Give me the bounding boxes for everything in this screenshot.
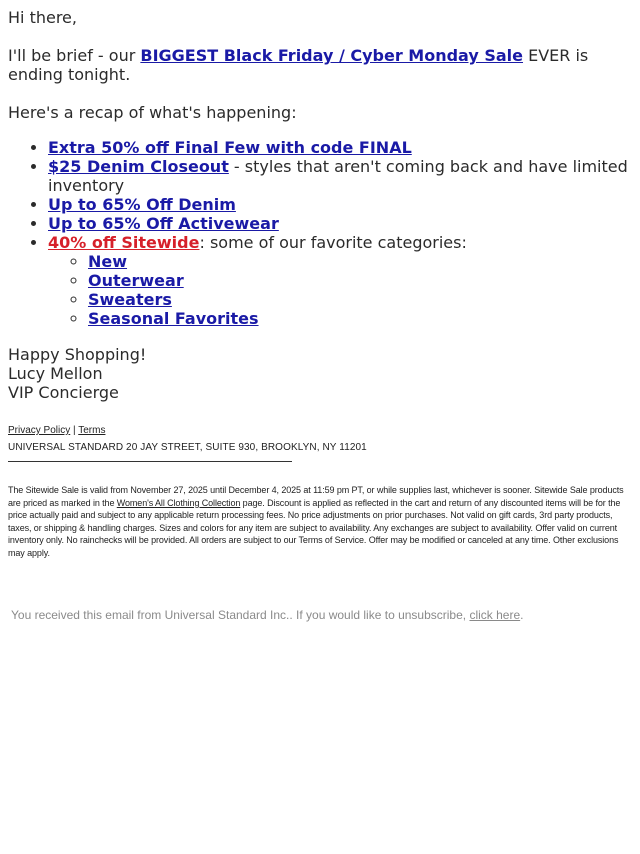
list-item	[48, 233, 632, 328]
privacy-policy-link[interactable]: Privacy Policy	[8, 425, 71, 436]
sender-title: VIP Concierge	[8, 383, 119, 402]
unsubscribe-end: .	[520, 607, 524, 622]
greeting: Hi there,	[8, 8, 77, 27]
category-sweaters-link[interactable]: Sweaters	[88, 290, 172, 309]
company-address: UNIVERSAL STANDARD 20 JAY STREET, SUITE 930, BROOKLYN, NY 11201	[8, 442, 367, 453]
list-item	[88, 309, 632, 328]
denim-closeout-link[interactable]: $25 Denim Closeout	[48, 157, 229, 176]
list-item	[88, 252, 632, 271]
denim-sale-link[interactable]: Up to 65% Off Denim	[48, 195, 236, 214]
signoff	[8, 345, 632, 402]
intro-text-after: EVER is ending tonight.	[8, 46, 589, 84]
divider	[8, 461, 292, 462]
category-new-link[interactable]: New	[88, 252, 128, 271]
sender-name: Lucy Mellon	[8, 364, 103, 383]
email-content	[8, 8, 632, 402]
list-item	[48, 195, 632, 214]
list-item	[88, 290, 632, 309]
disclaimer-text-before: The Sitewide Sale is valid from November 27, 2025 until December 4, 2025 at 11:59 pm PT, or while supplies last, whichever is sooner. Sitewide Sale products are priced as marked in the	[8, 485, 624, 508]
final-few-link[interactable]: Extra 50% off Final Few with code FINAL	[48, 138, 412, 157]
denim-closeout-description: - styles that aren't coming back and have limited inventory	[48, 157, 628, 195]
sitewide-description: : some of our favorite categories:	[199, 233, 467, 252]
unsubscribe-link[interactable]: click here	[469, 607, 521, 622]
terms-link[interactable]: Terms	[78, 425, 106, 436]
list-item	[48, 138, 632, 157]
activewear-sale-link[interactable]: Up to 65% Off Activewear	[48, 214, 279, 233]
recap-text: Here's a recap of what's happening:	[8, 103, 297, 122]
category-outerwear-link[interactable]: Outerwear	[88, 271, 184, 290]
collection-link[interactable]: Women's All Clothing Collection	[116, 497, 241, 508]
footer-links	[8, 424, 632, 438]
list-item	[48, 157, 632, 195]
unsubscribe-notice	[8, 608, 632, 622]
sale-headline-link[interactable]: BIGGEST Black Friday / Cyber Monday Sale	[140, 46, 524, 65]
sale-disclaimer	[8, 484, 632, 560]
unsubscribe-text: You received this email from Universal Standard Inc.. If you would like to unsubscribe,	[11, 607, 470, 622]
category-seasonal-link[interactable]: Seasonal Favorites	[88, 309, 259, 328]
sitewide-sale-link[interactable]: 40% off Sitewide	[48, 233, 200, 252]
footer-separator: |	[70, 425, 79, 436]
intro-paragraph	[8, 46, 632, 84]
list-item	[48, 214, 632, 233]
disclaimer-text-after: page. Discount is applied as reflected in the cart and return of any discounted items will be for the price actually paid and subject to any applicable return processing fees. No price adjustments on prior purchases. Not valid on gift cards, 3rd party products, taxes, or shipping & handling charges. Sizes and colors for any item are subject to availability. Any exchanges are subject to availability. Offer valid on current inventory only. No rainchecks will be provided. All orders are subject to our Terms of Service. Offer may be modified or canceled at any time. Other exclusions may apply.	[8, 497, 621, 558]
intro-text-before: I'll be brief - our	[8, 46, 141, 65]
spacer	[8, 27, 632, 46]
list-item	[88, 271, 632, 290]
offers-list	[8, 138, 632, 328]
spacer	[8, 84, 632, 103]
signoff-line: Happy Shopping!	[8, 345, 147, 364]
categories-list	[48, 252, 632, 328]
